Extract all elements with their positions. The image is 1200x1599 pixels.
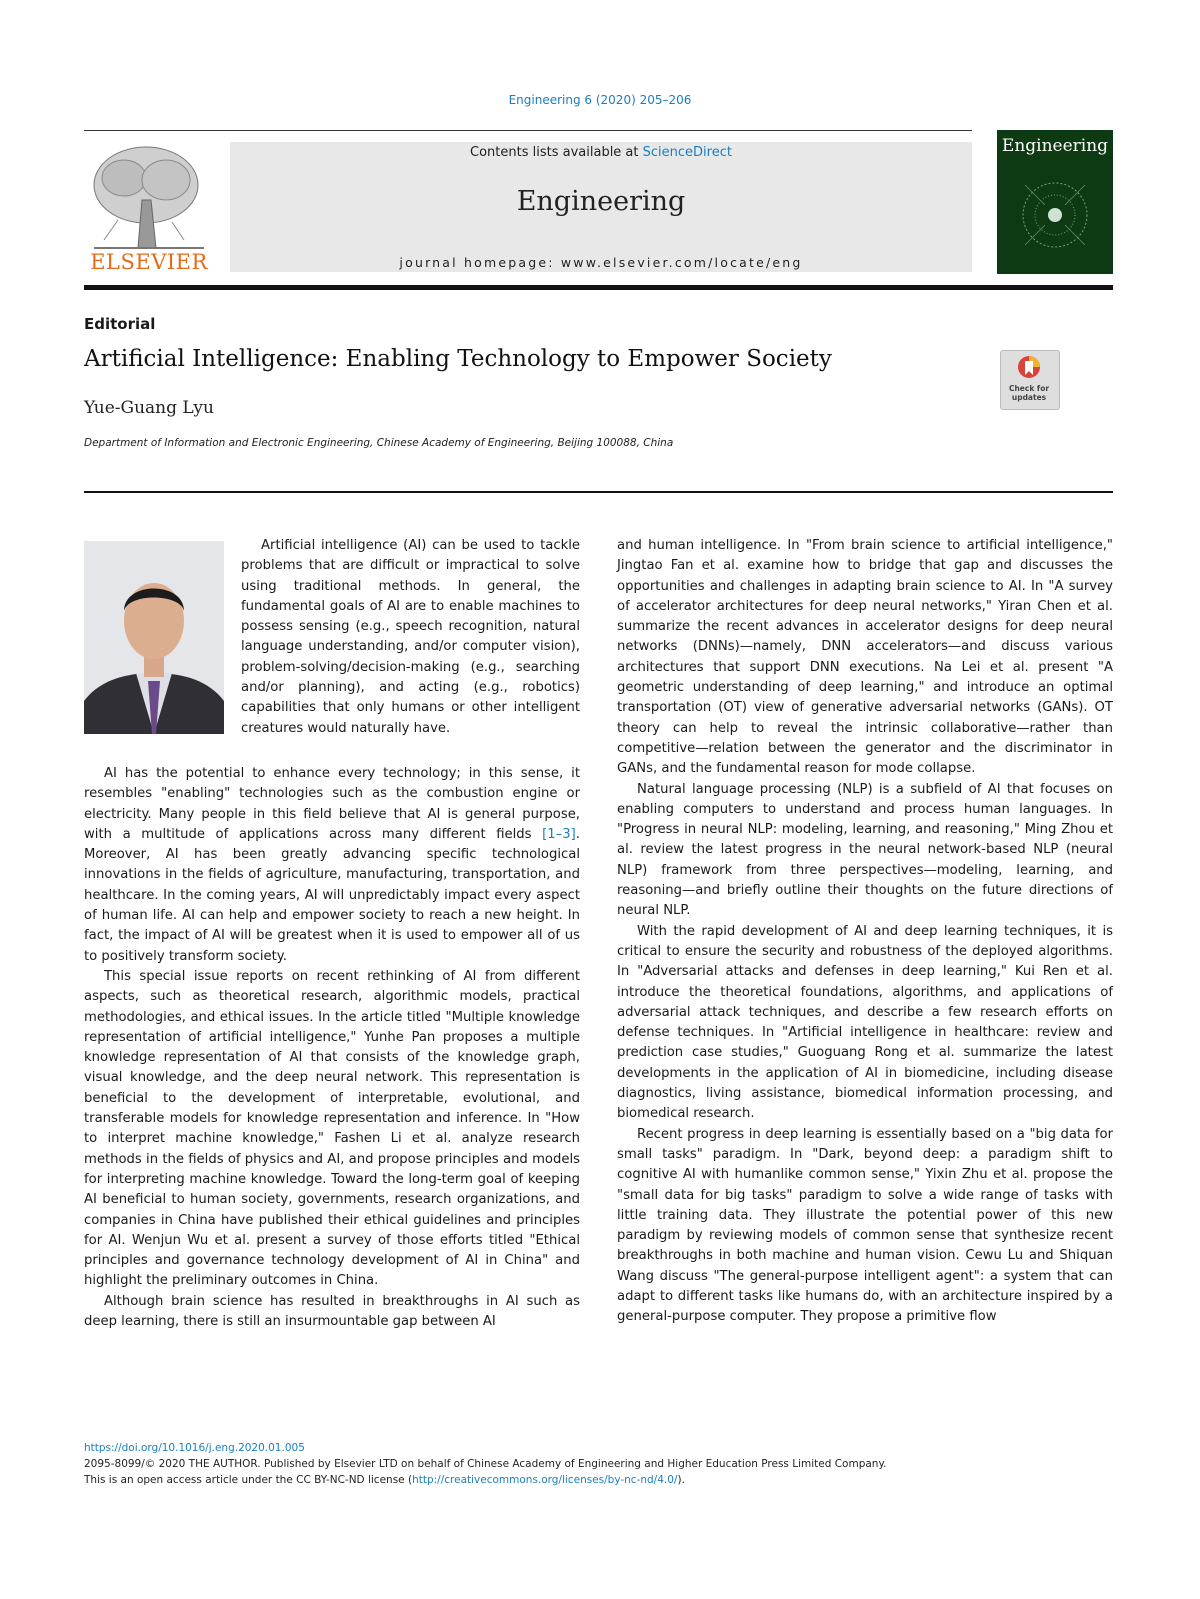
- copyright-notice: 2095-8099/© 2020 THE AUTHOR. Published by Elsevier LTD on behalf of Chinese Academy of Engineering and Higher Education Press Limited Company.: [84, 1458, 887, 1470]
- paragraph-4-continued: and human intelligence. In "From brain science to artificial intelligence," Jingtao Fan et al. examine how to bridge that gap and discusses the opportunities and challenges in adapting brain science to AI. In "A survey of accelerator architectures for deep neural networks," Yiran Chen et al. summarize the recent advances in accelerator designs for deep neural networks (DNNs)—namely, DNN accelerators—and discuss various architectures that support DNN executions. Na Lei et al. present "A geometric understanding of deep learning," and introduce an optimal transportation (OT) view of generative adversarial networks (GANs). OT theory can help to reveal the intrinsic collaborative—rather than competitive—relation between the generator and the discriminator in GANs, and the fundamental reason for mode collapse.: [617, 538, 1113, 777]
- article-title: Artificial Intelligence: Enabling Technology to Empower Society: [84, 346, 832, 372]
- page-footer: [84, 1440, 1113, 1488]
- sciencedirect-link[interactable]: ScienceDirect: [642, 145, 732, 160]
- author-photo: [84, 541, 224, 734]
- license-suffix: ).: [677, 1474, 685, 1486]
- journal-homepage[interactable]: journal homepage: www.elsevier.com/locate/eng: [399, 255, 803, 270]
- doi-link[interactable]: https://doi.org/10.1016/j.eng.2020.01.005: [84, 1442, 305, 1454]
- paragraph-4: Although brain science has resulted in breakthroughs in AI such as deep learning, there is still an insurmountable gap between AI: [84, 1293, 580, 1330]
- paragraph-7: Recent progress in deep learning is essentially based on a "big data for small tasks" paradigm. In "Dark, beyond deep: a paradigm shift to cognitive AI with humanlike common sense," Yixin Zhu et al. propose the "small data for big tasks" paradigm to solve a wide range of tasks with little training data. They illustrate the potential power of this new paradigm by reviewing models of common sense that synthesize recent breakthroughs in both machine and human vision. Cewu Lu and Shiquan Wang discuss "The general-purpose intelligent agent": a system that can adapt to different tasks like humans do, with an architecture inspired by a general-purpose computer. They propose a primitive flow: [617, 1126, 1113, 1325]
- cover-title: Engineering: [1001, 136, 1109, 156]
- license-link[interactable]: http://creativecommons.org/licenses/by-nc-nd/4.0/: [412, 1474, 678, 1486]
- paragraph-3: This special issue reports on recent rethinking of AI from different aspects, such as theoretical research, algorithmic models, practical methodologies, and ethical issues. In the article titled "Multiple knowledge representation of artificial intelligence," Yunhe Pan proposes a multiple knowledge representation of AI that consists of the knowledge graph, visual knowledge, and the deep neural network. This representation is beneficial to the development of interpretable, evolutional, and transferable models for knowledge representation and inference. In "How to interpret machine knowledge," Fashen Li et al. analyze research methods in the fields of physics and AI, and propose principles and models for interpreting machine knowledge. Toward the long-term goal of keeping AI beneficial to human society, governments, research organizations, and companies in China have published their ethical guidelines and principles for AI. Wenjun Wu et al. present a survey of those efforts titled "Ethical principles and governance technology development of AI in China" and highlight the preliminary outcomes in China.: [84, 968, 580, 1289]
- bookmark-icon: [1017, 355, 1041, 381]
- paragraph-1: Artificial intelligence (AI) can be used to tackle problems that are difficult or impractical to solve using traditional methods. In general, the fundamental goals of AI are to enable machines to possess sensing (e.g., speech recognition, natural language understanding, and/or computer vision), problem-solving/decision-making (e.g., searching and/or planning), and acting (e.g., robotics) capabilities that only humans or other intelligent creatures would naturally have.: [241, 538, 580, 736]
- left-column: [84, 764, 580, 1332]
- journal-reference[interactable]: Engineering 6 (2020) 205–206: [508, 93, 692, 107]
- citation-link[interactable]: [1–3]: [542, 826, 576, 842]
- title-block-rule: [84, 491, 1113, 493]
- cover-globe-graphic: [1005, 165, 1105, 265]
- paragraph-2: [84, 764, 580, 967]
- author-name[interactable]: Yue-Guang Lyu: [84, 398, 214, 418]
- right-column: [617, 536, 1113, 1328]
- journal-name: Engineering: [516, 186, 686, 217]
- contents-prefix: Contents lists available at: [470, 145, 643, 160]
- badge-label: Check for updates: [1008, 384, 1050, 402]
- paragraph-2-start: AI has the potential to enhance every technology; in this sense, it resembles "enabling" technologies such as the combustion engine or electricity. Many people in this field believe that AI is general purpose, with a multitude of applications across many different fields: [84, 766, 580, 842]
- paragraph-2-end: . Moreover, AI has been greatly advancing specific technological innovations in the fields of agriculture, manufacturing, transportation, and healthcare. In the coming years, AI will unpredictably impact every aspect of human life. AI can help and empower society to reach a new height. In fact, the impact of AI will be greatest when it is used to empower all of us to positively transform society.: [84, 826, 580, 964]
- header-top-rule: [84, 130, 972, 131]
- license-prefix: This is an open access article under the CC BY-NC-ND license (: [84, 1474, 413, 1486]
- article-type: Editorial: [84, 315, 156, 333]
- intro-column: [241, 536, 580, 739]
- tree-icon: [94, 147, 204, 248]
- header-bottom-rule: [84, 285, 1113, 290]
- elsevier-wordmark: ELSEVIER: [90, 250, 208, 274]
- paragraph-5: Natural language processing (NLP) is a subfield of AI that focuses on enabling computers to understand and process human languages. In "Progress in neural NLP: modeling, learning, and reasoning," Ming Zhou et al. review the latest progress in the neural network-based NLP (neural NLP) framework from three perspectives—modeling, learning, and reasoning—and briefly outline their thoughts on the future directions of neural NLP.: [617, 781, 1113, 919]
- author-affiliation: Department of Information and Electronic Engineering, Chinese Academy of Engineering, Beijing 100088, China: [84, 437, 674, 449]
- paragraph-6: With the rapid development of AI and deep learning techniques, it is critical to ensure the security and robustness of the deployed algorithms. In "Adversarial attacks and defenses in deep learning," Kui Ren et al. introduce the theoretical foundations, algorithms, and applications of adversarial attack techniques, and describe a few research efforts on defense techniques. In "Artificial intelligence in healthcare: review and prediction case studies," Guoguang Rong et al. summarize the latest developments in the application of AI in biomedicine, including disease diagnostics, living assistance, biomedical information processing, and biomedical research.: [617, 923, 1113, 1122]
- contents-line: [230, 145, 972, 160]
